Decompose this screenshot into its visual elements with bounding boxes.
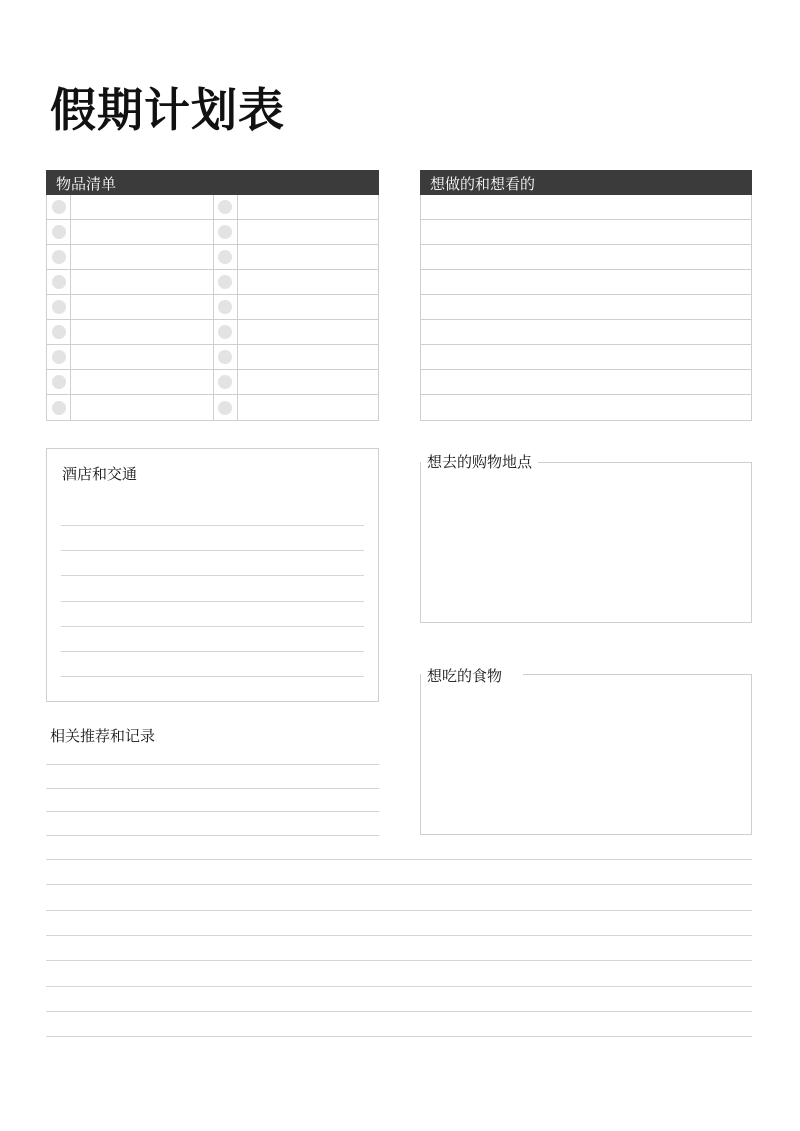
checklist-text-cell[interactable] (71, 345, 213, 369)
hotel-rule-line[interactable] (61, 550, 364, 551)
checkbox-cell (214, 195, 238, 219)
notes-rule-line[interactable] (46, 859, 752, 860)
notes-rule-line[interactable] (46, 986, 752, 987)
todo-rows (420, 195, 752, 421)
notes-rule-line[interactable] (46, 835, 379, 836)
checkbox-cell (47, 220, 71, 244)
checkbox-cell (47, 245, 71, 269)
hotel-transport-box (46, 448, 379, 702)
checklist-text-cell[interactable] (71, 270, 213, 294)
checklist-row (47, 295, 213, 320)
checklist-text-cell[interactable] (71, 395, 213, 420)
checklist-row (214, 270, 379, 295)
hotel-rule-line[interactable] (61, 626, 364, 627)
checkbox-circle-icon[interactable] (218, 325, 232, 339)
notes-rule-line[interactable] (46, 884, 752, 885)
checkbox-circle-icon[interactable] (52, 401, 66, 415)
shopping-box[interactable] (420, 462, 752, 623)
notes-rule-line[interactable] (46, 935, 752, 936)
checklist-text-cell[interactable] (238, 270, 379, 294)
hotel-rule-line[interactable] (61, 676, 364, 677)
checkbox-cell (214, 295, 238, 319)
hotel-rule-line[interactable] (61, 525, 364, 526)
checkbox-circle-icon[interactable] (218, 350, 232, 364)
checklist-row (47, 370, 213, 395)
checklist-text-cell[interactable] (238, 345, 379, 369)
todo-row[interactable] (421, 395, 751, 420)
hotel-rule-line[interactable] (61, 601, 364, 602)
checklist-row (214, 345, 379, 370)
checkbox-circle-icon[interactable] (52, 225, 66, 239)
checklist-text-cell[interactable] (238, 220, 379, 244)
todo-row[interactable] (421, 220, 751, 245)
checklist-row (47, 345, 213, 370)
notes-rule-line[interactable] (46, 764, 379, 765)
notes-rule-line[interactable] (46, 811, 379, 812)
checkbox-circle-icon[interactable] (218, 375, 232, 389)
checkbox-circle-icon[interactable] (52, 250, 66, 264)
checklist-text-cell[interactable] (71, 220, 213, 244)
notes-rule-line[interactable] (46, 788, 379, 789)
todo-row[interactable] (421, 195, 751, 220)
checklist-text-cell[interactable] (238, 395, 379, 420)
checklist-grid (46, 195, 379, 421)
food-label: 想吃的食物 (421, 666, 523, 686)
checkbox-cell (47, 370, 71, 394)
checkbox-cell (47, 345, 71, 369)
hotel-rule-line[interactable] (61, 575, 364, 576)
checkbox-circle-icon[interactable] (218, 275, 232, 289)
checklist-text-cell[interactable] (238, 295, 379, 319)
notes-label: 相关推荐和记录 (50, 727, 156, 745)
checklist-text-cell[interactable] (238, 245, 379, 269)
checklist-row (214, 245, 379, 270)
checkbox-circle-icon[interactable] (218, 401, 232, 415)
checklist-row (47, 320, 213, 345)
shopping-label: 想去的购物地点 (421, 452, 538, 472)
checkbox-circle-icon[interactable] (52, 275, 66, 289)
checkbox-cell (47, 295, 71, 319)
checklist-row (214, 320, 379, 345)
checkbox-cell (47, 320, 71, 344)
checklist-text-cell[interactable] (238, 195, 379, 219)
hotel-rule-line[interactable] (61, 651, 364, 652)
item-checklist (46, 170, 379, 421)
checkbox-circle-icon[interactable] (218, 300, 232, 314)
todo-row[interactable] (421, 245, 751, 270)
checklist-text-cell[interactable] (71, 295, 213, 319)
todo-list (420, 170, 752, 421)
checkbox-circle-icon[interactable] (218, 200, 232, 214)
page-title: 假期计划表 (50, 83, 285, 137)
checklist-row (47, 245, 213, 270)
checklist-row (47, 395, 213, 420)
checklist-row (214, 370, 379, 395)
todo-row[interactable] (421, 270, 751, 295)
checklist-column (213, 195, 379, 420)
checkbox-cell (47, 195, 71, 219)
checklist-row (214, 295, 379, 320)
checklist-row (214, 395, 379, 420)
todo-row[interactable] (421, 370, 751, 395)
checkbox-cell (47, 395, 71, 420)
checklist-row (47, 220, 213, 245)
checklist-text-cell[interactable] (71, 195, 213, 219)
notes-rule-line[interactable] (46, 960, 752, 961)
checklist-row (47, 195, 213, 220)
hotel-transport-label: 酒店和交通 (62, 465, 138, 483)
checklist-row (214, 195, 379, 220)
checkbox-cell (214, 270, 238, 294)
todo-row[interactable] (421, 320, 751, 345)
checklist-header: 物品清单 (46, 170, 379, 195)
food-box[interactable] (420, 674, 752, 835)
notes-rule-line[interactable] (46, 910, 752, 911)
checklist-text-cell[interactable] (238, 320, 379, 344)
notes-rule-line[interactable] (46, 1011, 752, 1012)
checkbox-circle-icon[interactable] (218, 250, 232, 264)
checkbox-circle-icon[interactable] (52, 200, 66, 214)
notes-rule-line[interactable] (46, 1036, 752, 1037)
checkbox-cell (214, 320, 238, 344)
checklist-text-cell[interactable] (71, 245, 213, 269)
checkbox-cell (214, 245, 238, 269)
checkbox-cell (214, 395, 238, 420)
checkbox-cell (47, 270, 71, 294)
checkbox-cell (214, 370, 238, 394)
checklist-row (214, 220, 379, 245)
checkbox-circle-icon[interactable] (52, 350, 66, 364)
checklist-column (47, 195, 213, 420)
checkbox-circle-icon[interactable] (52, 325, 66, 339)
checklist-row (47, 270, 213, 295)
checklist-text-cell[interactable] (71, 370, 213, 394)
checkbox-cell (214, 220, 238, 244)
todo-row[interactable] (421, 345, 751, 370)
checklist-text-cell[interactable] (71, 320, 213, 344)
checkbox-circle-icon[interactable] (52, 300, 66, 314)
todo-row[interactable] (421, 295, 751, 320)
checkbox-circle-icon[interactable] (52, 375, 66, 389)
checkbox-circle-icon[interactable] (218, 225, 232, 239)
todo-header: 想做的和想看的 (420, 170, 752, 195)
checkbox-cell (214, 345, 238, 369)
checklist-text-cell[interactable] (238, 370, 379, 394)
